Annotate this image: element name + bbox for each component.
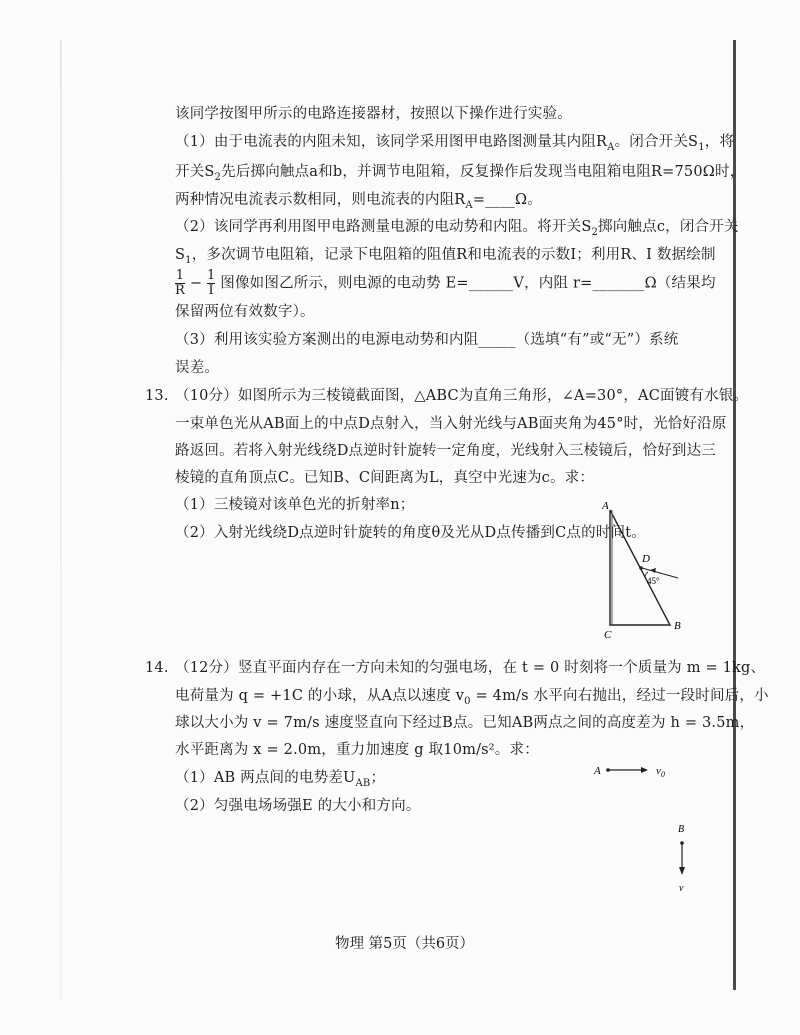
label-d: D xyxy=(642,553,650,565)
text: = 4m/s 水平向右抛出，经过一段时间后，小 xyxy=(470,688,769,704)
q12-part2-line2 xyxy=(175,245,716,271)
v0-letter: v xyxy=(656,765,661,777)
text: =____Ω。 xyxy=(472,192,542,208)
point-d-dot xyxy=(639,566,643,570)
text: 开关S xyxy=(175,164,215,180)
text: 图像如图乙所示，则电源的电动势 E=______V，内阻 r=_______Ω（结果均 xyxy=(220,275,716,292)
q13-line2: 一束单色光从AB面上的中点D点射入，当入射光线与AB面夹角为45°时，光恰好沿原 xyxy=(175,416,727,432)
label-v: v xyxy=(679,883,684,894)
q12-part1-line2 xyxy=(175,162,744,188)
q13-number: 13. xyxy=(145,388,169,404)
q12-part2-line4: 保留两位有效数字）。 xyxy=(175,304,315,320)
text: 。闭合开关S xyxy=(614,134,699,150)
v-arrowhead xyxy=(679,867,685,875)
q13-subquestion-2: （2）入射光线绕D点逆时针旋转的角度θ及光从D点传播到C点的时间t。 xyxy=(175,525,646,541)
subscript: 0 xyxy=(464,695,471,707)
label-a: A xyxy=(602,500,609,512)
text: 两种情况电流表示数相同，则电流表的内阻R xyxy=(175,192,466,208)
subscript: 2 xyxy=(214,171,222,183)
text: ，多次调节电阻箱，记录下电阻箱的阻值R和电流表的示数I；利用R、I 数据绘制 xyxy=(191,247,716,263)
page-footer: 物理 第5页（共6页） xyxy=(335,936,475,952)
q14-line2 xyxy=(175,686,769,712)
fraction-1-over-R xyxy=(175,269,185,298)
text: （1）AB 两点间的电势差U xyxy=(175,770,356,786)
fraction-denominator: I xyxy=(208,283,214,298)
text: ，将 xyxy=(704,134,735,150)
q12-part3-line1: （3）利用该实验方案测出的电源电动势和内阻_____（选填“有”或“无”）系统 xyxy=(175,332,679,348)
text: ； xyxy=(370,770,386,786)
fraction-denominator: R xyxy=(175,283,185,298)
q14-subquestion-2: （2）匀强电场场强E 的大小和方向。 xyxy=(175,798,421,814)
label-angle: 45° xyxy=(647,576,660,586)
label-a: A xyxy=(594,765,601,777)
subscript: A xyxy=(607,141,615,153)
subscript: 2 xyxy=(591,226,599,238)
text: 电荷量为 q = +1C 的小球，从A点以速度 v xyxy=(175,688,465,704)
subscript: 1 xyxy=(185,254,192,266)
text: （1）由于电流表的内阻未知，该同学采用图甲电路图测量其内阻R xyxy=(175,134,608,150)
subscript: 1 xyxy=(698,141,705,153)
label-v0 xyxy=(656,765,665,779)
minus-sign: − xyxy=(189,275,203,292)
ray-arrowhead xyxy=(650,568,656,573)
fraction-1-over-I xyxy=(207,269,215,298)
q14-line3: 球以大小为 v = 7m/s 速度竖直向下经过B点。已知AB两点之间的高度差为 h = 3.5m， xyxy=(175,715,755,731)
q13-line3: 路返回。若将入射光线绕D点逆时针旋转一定角度，光线射入三棱镜后，恰好到达三 xyxy=(175,443,717,459)
prism-figure xyxy=(590,500,700,645)
subscript: A xyxy=(465,199,473,211)
label-b: B xyxy=(678,824,685,835)
label-c: C xyxy=(604,629,612,641)
text: （2）该同学再利用图甲电路测量电源的电动势和内阻。将开关S xyxy=(175,219,592,235)
label-b: B xyxy=(674,620,681,632)
scan-edge-left xyxy=(60,40,62,1000)
subscript: AB xyxy=(355,777,371,789)
q12-part1-line3 xyxy=(175,190,542,216)
trajectory-figure xyxy=(590,755,700,895)
q13-line1: （10分）如图所示为三棱镜截面图，△ABC为直角三角形，∠A=30°，AC面镀有水银。 xyxy=(175,388,749,404)
text: S xyxy=(175,247,186,263)
text: 先后掷向触点a和b，并调节电阻箱，反复操作后发现当电阻箱电阻R=750Ω时， xyxy=(221,164,745,180)
text: 掷向触点c，闭合开关 xyxy=(598,219,739,235)
intro-text: 该同学按图甲所示的电路连接器材，按照以下操作进行实验。 xyxy=(175,106,572,122)
fraction-numerator: 1 xyxy=(206,268,216,283)
q12-part2-line3 xyxy=(175,269,716,298)
q14-line4: 水平距离为 x = 2.0m，重力加速度 g 取10m/s²。求： xyxy=(175,742,539,758)
q12-part1-line1 xyxy=(175,132,734,158)
q12-part2-line1 xyxy=(175,217,739,243)
v0-subscript: 0 xyxy=(660,770,665,779)
q13-line4: 棱镜的直角顶点C。已知B、C间距离为L，真空中光速为c。求： xyxy=(175,470,595,486)
q14-number: 14. xyxy=(145,660,169,676)
q14-subquestion-1 xyxy=(175,768,385,794)
q12-part3-line2: 误差。 xyxy=(175,360,220,376)
q13-subquestion-1: （1）三棱镜对该单色光的折射率n； xyxy=(175,497,415,513)
v0-arrowhead xyxy=(641,767,648,773)
q14-line1: （12分）竖直平面内存在一方向未知的匀强电场，在 t = 0 时刻将一个质量为 m = 1kg、 xyxy=(175,660,766,676)
fraction-numerator: 1 xyxy=(175,268,185,283)
